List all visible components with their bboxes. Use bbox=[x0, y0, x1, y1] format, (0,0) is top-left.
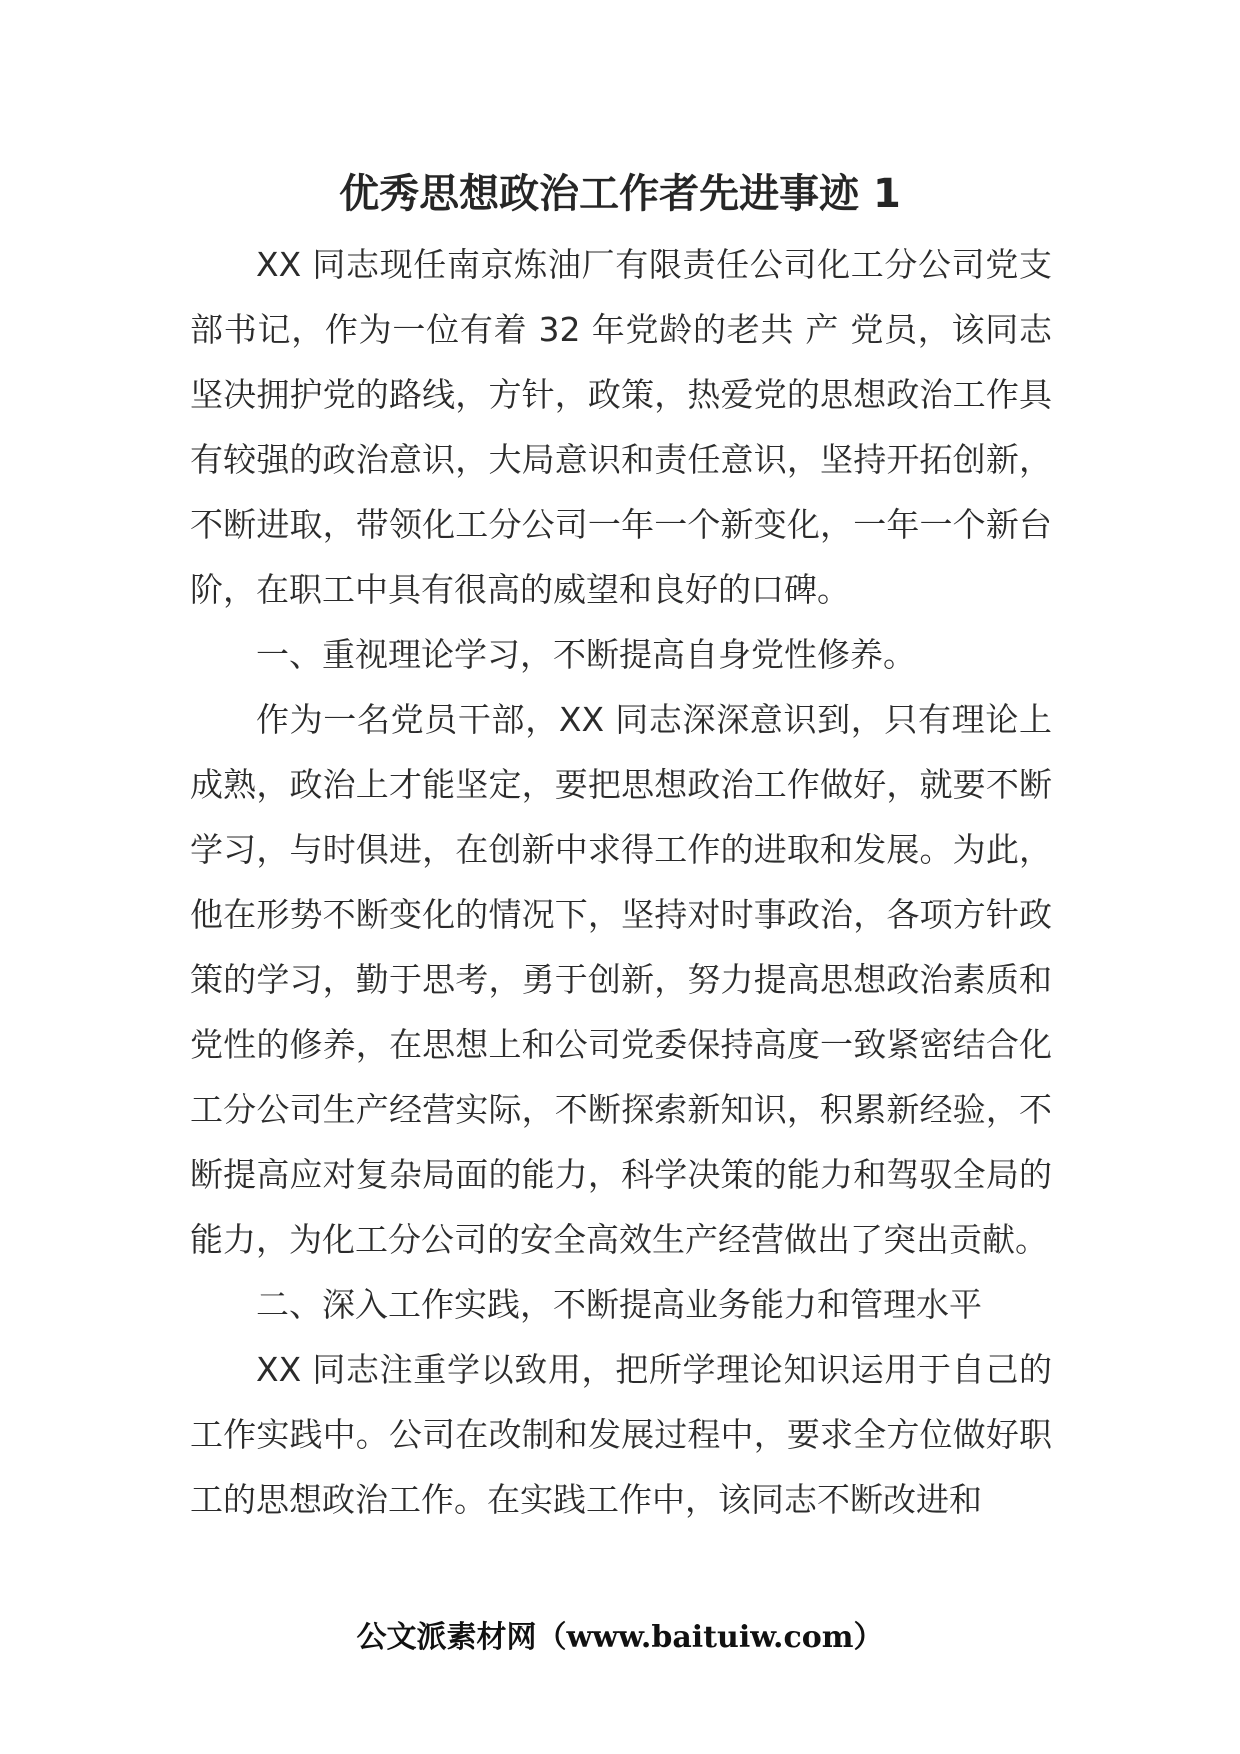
footer-watermark: 公文派素材网（www.baituiw.com） bbox=[356, 1620, 884, 1655]
paragraph-work-practice: XX 同志注重学以致用，把所学理论知识运用于自己的工作实践中。公司在改制和发展过程中，要求全方位做好职工的思想政治工作。在实践工作中，该同志不断改进和 bbox=[190, 1350, 1052, 1519]
section-heading-1: 一、重视理论学习，不断提高自身党性修养。 bbox=[256, 635, 916, 674]
paragraph-intro: XX 同志现任南京炼油厂有限责任公司化工分公司党支部书记，作为一位有着 32 年党龄的老共 产 党员，该同志坚决拥护党的路线，方针，政策，热爱党的思想政治工作具有较强的政治意识，大局意识和责任意识，坚持开拓创新，不断进取，带领化工分公司一年一个新变化，一年一个新台阶，在职工中具有很高的威望和良好的口碑。 bbox=[190, 245, 1052, 609]
paragraph-theory-study: 作为一名党员干部，XX 同志深深意识到，只有理论上成熟，政治上才能坚定，要把思想政治工作做好，就要不断学习，与时俱进，在创新中求得工作的进取和发展。为此，他在形势不断变化的情况下，坚持对时事政治，各项方针政策的学习，勤于思考，勇于创新，努力提高思想政治素质和党性的修养，在思想上和公司党委保持高度一致紧密结合化工分公司生产经营实际，不断探索新知识，积累新经验，不断提高应对复杂局面的能力，科学决策的能力和驾驭全局的能力，为化工分公司的安全高效生产经营做出了突出贡献。 bbox=[190, 700, 1052, 1259]
document-body bbox=[190, 232, 1052, 1532]
section-heading-2: 二、深入工作实践，不断提高业务能力和管理水平 bbox=[256, 1285, 982, 1324]
document-title: 优秀思想政治工作者先进事迹 1 bbox=[339, 171, 901, 217]
